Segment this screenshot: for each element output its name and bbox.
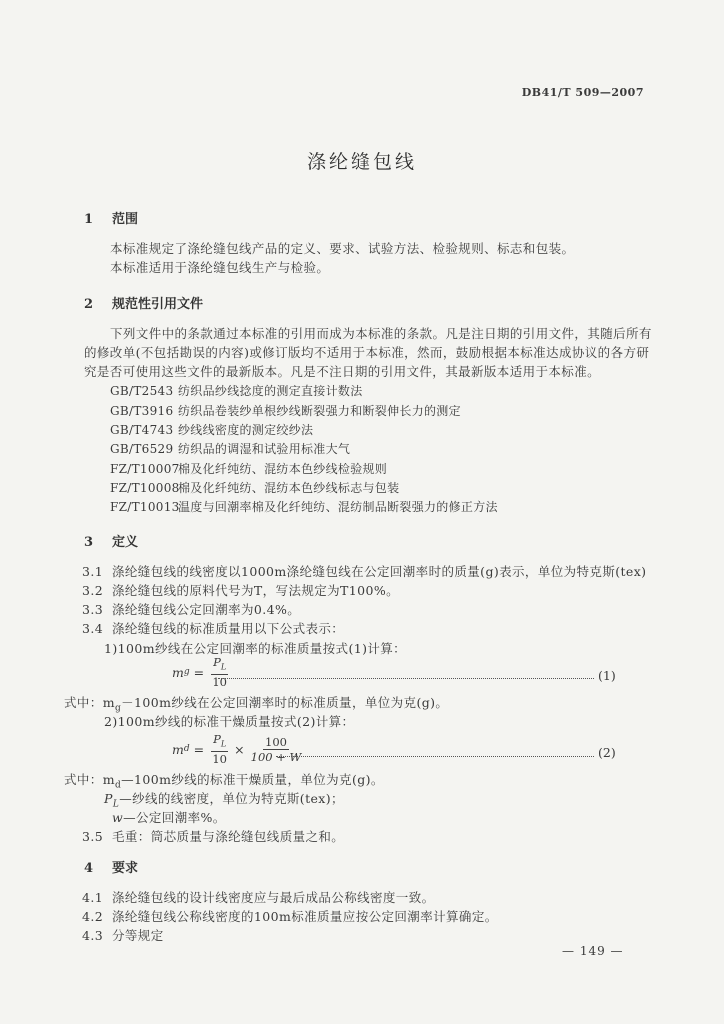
clause-3-5 [82,827,344,845]
paragraph-line: 的修改单(不包括勘误的内容)或修订版均不适用于本标准，然而，鼓励根据本标准达成协议的各方研 [84,345,650,360]
denominator: 10 [212,675,227,690]
clause-text: 涤纶缝包线的标准质量用以下公式表示： [112,621,345,636]
where-label: 式中：m [64,772,115,787]
clause-3-1 [82,562,646,580]
reference-code: GB/T2543 [110,384,174,398]
section-1-heading [84,208,138,227]
reference-item [110,498,498,515]
clause-number: 4.3 [82,928,104,943]
section-4-heading [84,857,138,876]
document-title: 涤纶缝包线 [306,151,417,173]
clause-3-3 [82,600,300,618]
where-subscript: d [114,780,122,791]
reference-code: GB/T4743 [110,423,174,437]
reference-item [110,440,350,457]
clause-text: 涤纶缝包线公称线密度的100m标准质量应按公定回潮率计算确定。 [112,909,498,924]
standard-code: DB41/T 509—2007 [521,86,644,99]
reference-title: 棉及化纤纯纺、混纺本色纱线标志与包装 [178,481,400,495]
section-number: 3 [84,535,94,550]
reference-item [110,479,399,496]
clause-text: 分等规定 [112,928,164,943]
reference-code: GB/T3916 [110,404,174,418]
clause-number: 4.1 [82,890,104,905]
numerator: 100 [265,734,287,749]
where-text: —公定回潮率%。 [123,810,226,825]
reference-code: GB/T6529 [110,442,174,456]
clause-3-4 [82,619,344,637]
where-text: －100m纱线在公定回潮率时的标准质量，单位为克(g)。 [121,695,449,710]
clause-number: 3.1 [82,564,104,579]
numerator-subscript: L [220,662,227,672]
numerator: P [213,655,221,669]
where-subscript: g [114,703,122,714]
reference-item [110,460,387,477]
reference-item [110,421,313,438]
equation-number: (1) [598,668,616,683]
section-title: 范围 [112,212,139,227]
reference-title: 棉及化纤纯纺、混纺本色纱线检验规则 [178,462,388,476]
clause-number: 3.5 [82,829,104,844]
reference-title: 温度与回潮率棉及化纤纯纺、混纺制品断裂强力的修正方法 [178,500,498,514]
section-number: 2 [84,297,94,312]
formula-2-intro: 2)100m纱线的标准干燥质量按式(2)计算： [104,714,355,729]
fraction [211,732,228,766]
dot-leader [218,678,594,679]
clause-number: 4.2 [82,909,104,924]
dot-leader [276,756,594,757]
clause-text: 涤纶缝包线公定回潮率为0.4%。 [112,602,301,617]
clause-text: 涤纶缝包线的线密度以1000m涤纶缝包线在公定回潮率时的质量(g)表示，单位为特克斯(tex) [112,564,647,579]
formula-2-where-w [112,808,226,826]
equals-sign: = [193,664,205,680]
equals-sign: = [193,741,205,757]
section-title: 定义 [112,535,139,550]
formula-2 [172,732,304,766]
fraction [251,735,302,764]
where-symbol: P [104,791,113,806]
clause-4-1 [82,888,435,906]
section-number: 1 [84,212,94,227]
formula-subscript: g [183,667,190,678]
numerator: P [213,732,221,746]
clause-number: 3.3 [82,602,104,617]
formula-2-where [64,770,384,791]
equation-number: (2) [598,745,616,760]
section-number: 4 [84,861,94,876]
section-title: 规范性引用文件 [112,297,204,312]
reference-title: 纱线线密度的测定绞纱法 [178,423,314,437]
clause-4-2 [82,907,498,925]
section-title: 要求 [112,861,139,876]
formula-subscript: d [183,744,190,755]
section-3-heading [84,531,138,550]
fraction [211,655,228,689]
section-2-heading [84,293,203,312]
clause-number: 3.4 [82,621,104,636]
where-text: —纱线的线密度，单位为特克斯(tex)； [119,791,344,806]
reference-item [110,382,363,399]
formula-2-where-pl [104,789,344,810]
where-subscript: L [112,799,120,810]
reference-code: FZ/T10007 [110,462,180,476]
formula-symbol: m [172,741,184,757]
paragraph-line: 究是否可使用这些文件的最新版本。凡是不注日期的引用文件，其最新版本适用于本标准。 [84,364,601,379]
where-label: 式中：m [64,695,115,710]
page-number: — 149 — [562,944,624,958]
numerator-subscript: L [220,739,227,749]
reference-title: 纺织品的调湿和试验用标准大气 [178,442,351,456]
formula-1-where [64,693,448,714]
reference-title: 纺织品卷装纱单根纱线断裂强力和断裂伸长力的测定 [178,404,461,418]
reference-code: FZ/T10008 [110,481,180,495]
where-symbol: w [112,810,124,825]
clause-text: 涤纶缝包线的原料代号为T，写法规定为T100%。 [112,583,400,598]
paragraph-line: 本标准规定了涤纶缝包线产品的定义、要求、试验方法、检验规则、标志和包装。 [110,241,575,256]
formula-1-intro: 1)100m纱线在公定回潮率的标准质量按式(1)计算： [104,641,407,656]
clause-text: 涤纶缝包线的设计线密度应与最后成品公称线密度一致。 [112,890,435,905]
reference-code: FZ/T10013 [110,500,180,514]
clause-3-2 [82,581,399,599]
clause-number: 3.2 [82,583,104,598]
where-text: —100m纱线的标准干燥质量，单位为克(g)。 [121,772,384,787]
clause-text: 毛重：筒芯质量与涤纶缝包线质量之和。 [112,829,345,844]
paragraph-line: 本标准适用于涤纶缝包线生产与检验。 [110,260,330,275]
reference-title: 纺织品纱线捻度的测定直接计数法 [178,384,363,398]
denominator: 10 [212,752,227,767]
formula-1 [172,655,231,689]
formula-symbol: m [172,664,184,680]
denominator: 100 + W [250,749,302,764]
clause-4-3 [82,926,164,944]
times-sign: × [234,741,245,757]
paragraph-line: 下列文件中的条款通过本标准的引用而成为本标准的条款。凡是注日期的引用文件，其随后所有 [110,326,652,341]
reference-item [110,402,461,419]
